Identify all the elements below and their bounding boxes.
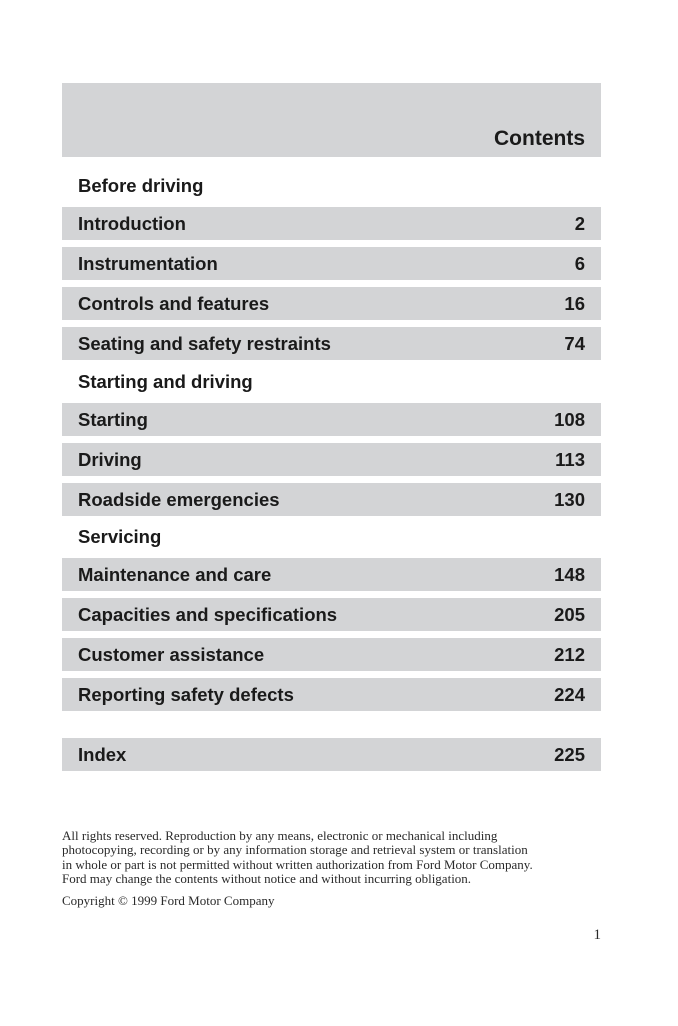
toc-label: Index: [78, 744, 127, 765]
section-heading-before-driving: Before driving: [78, 175, 204, 196]
toc-label: Maintenance and care: [78, 564, 272, 585]
toc-page-number: 74: [564, 333, 585, 354]
toc-page-number: 108: [554, 409, 585, 430]
legal-line: in whole or part is not permitted without written authorization from Ford Motor Company.: [62, 856, 533, 872]
contents-header-band: [62, 83, 601, 157]
toc-page-number: 6: [574, 253, 585, 274]
legal-line: photocopying, recording or by any information storage and retrieval system or translation: [62, 842, 528, 858]
toc-label: Capacities and specifications: [78, 604, 338, 625]
legal-line: Ford may change the contents without notice and without incurring obligation.: [62, 871, 472, 887]
copyright-notice: Copyright © 1999 Ford Motor Company: [62, 893, 275, 908]
toc-page-number: 16: [564, 293, 585, 314]
toc-row-maintenance-and-care[interactable]: [62, 558, 601, 591]
toc-label: Customer assistance: [78, 644, 265, 665]
toc-row-introduction[interactable]: [62, 207, 601, 240]
legal-notice: [62, 829, 622, 887]
toc-page-number: 212: [554, 644, 585, 665]
toc-row-customer-assistance[interactable]: [62, 638, 601, 671]
section-heading-starting-and-driving: Starting and driving: [78, 371, 253, 392]
page-title: Contents: [494, 127, 585, 150]
toc-label: Instrumentation: [78, 253, 218, 274]
toc-row-seating-and-safety-restraints[interactable]: [62, 327, 601, 360]
section-heading-servicing: Servicing: [78, 526, 162, 547]
toc-page-number: 205: [554, 604, 585, 625]
toc-label: Introduction: [78, 213, 186, 234]
toc-page-number: 2: [574, 213, 585, 234]
toc-row-reporting-safety-defects[interactable]: [62, 678, 601, 711]
toc-row-index[interactable]: [62, 738, 601, 771]
toc-row-controls-and-features[interactable]: [62, 287, 601, 320]
toc-page-number: 225: [554, 744, 585, 765]
toc-label: Starting: [78, 409, 148, 430]
toc-row-roadside-emergencies[interactable]: [62, 483, 601, 516]
page-number: 1: [593, 927, 601, 943]
legal-line: All rights reserved. Reproduction by any means, electronic or mechanical including: [62, 828, 498, 843]
toc-row-starting[interactable]: [62, 403, 601, 436]
toc-label: Roadside emergencies: [78, 489, 280, 510]
toc-page-number: 130: [554, 489, 585, 510]
toc-label: Driving: [78, 449, 142, 470]
toc-row-capacities-and-specifications[interactable]: [62, 598, 601, 631]
toc-row-instrumentation[interactable]: [62, 247, 601, 280]
toc-row-driving[interactable]: [62, 443, 601, 476]
toc-page-number: 224: [554, 684, 585, 705]
toc-label: Controls and features: [78, 293, 270, 314]
toc-page-number: 113: [555, 449, 585, 470]
toc-label: Reporting safety defects: [78, 684, 294, 705]
toc-page-number: 148: [554, 564, 585, 585]
toc-label: Seating and safety restraints: [78, 333, 331, 354]
